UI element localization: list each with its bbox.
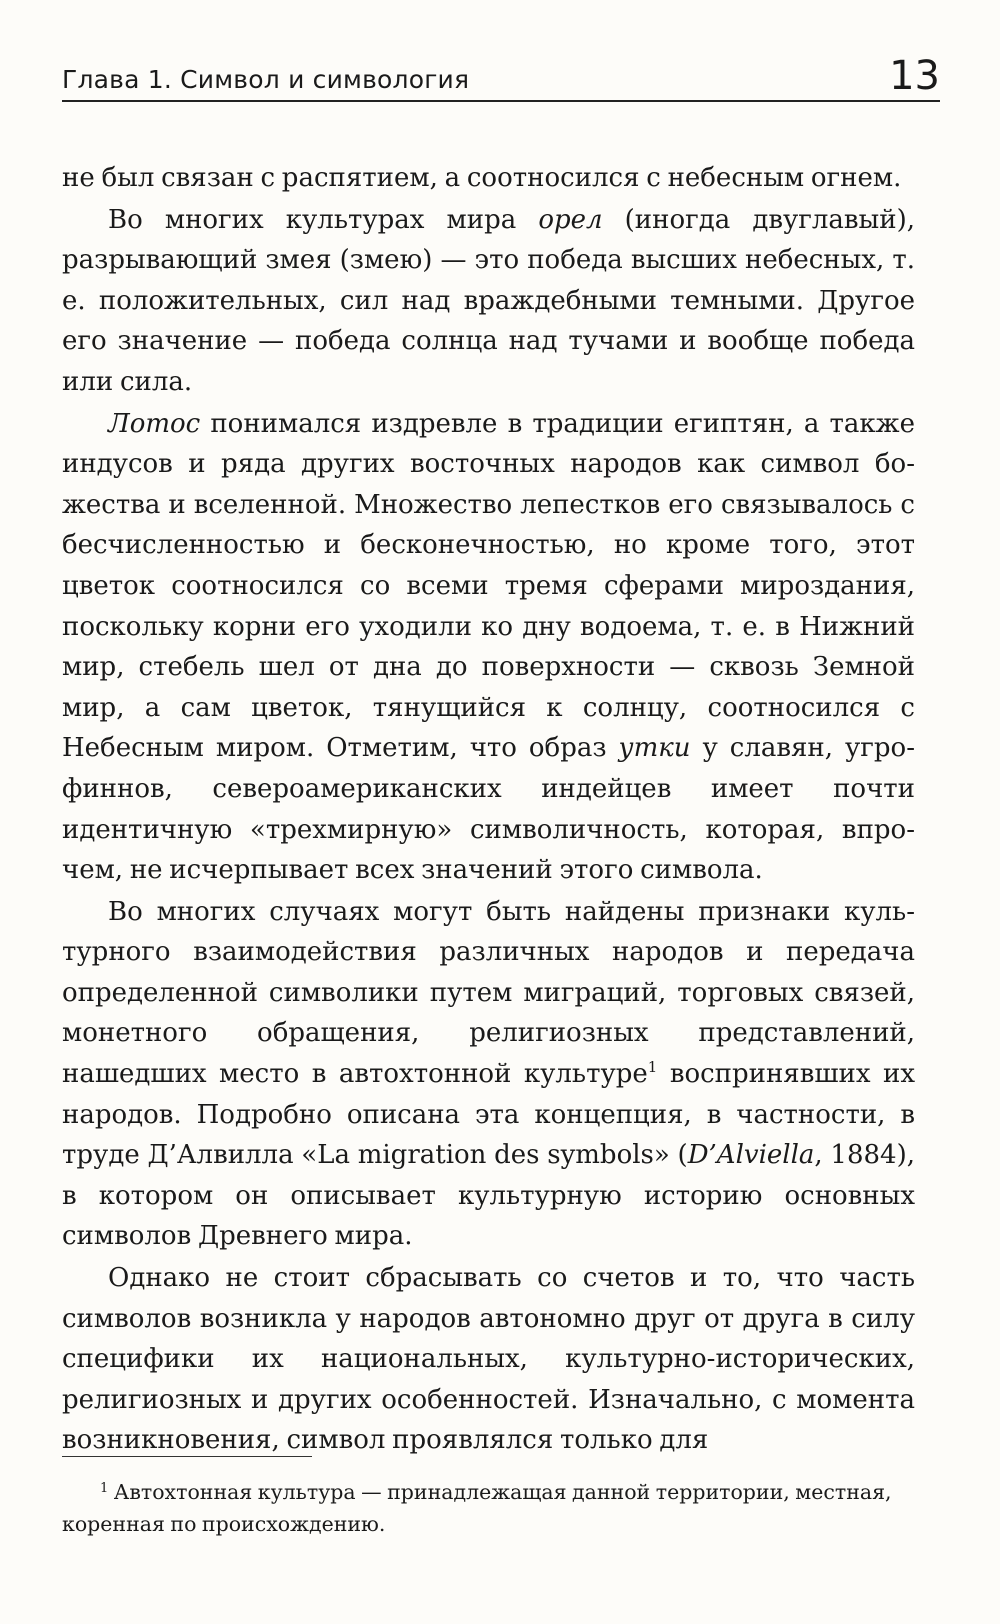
- paragraph-4-text-a: Во многих случаях могут быть найдены признаки культурного взаимодействия различных народов и передача определенной символики путем миграций, торговых связей, монетного обращения, религиозных представлений, нашедших место в автохтонной культуре: [62, 896, 915, 1090]
- footnote-divider: [62, 1456, 312, 1457]
- paragraph-1: [62, 158, 915, 199]
- paragraph-4-text-b: воспринявших их народов. Подробно описана эта концепция, в частности, в труде Д’Алвилла «La migration des symbols» (: [62, 1059, 915, 1171]
- paragraph-3: [62, 404, 915, 891]
- term-utki: утки: [618, 733, 691, 764]
- paragraph-3-text-b: у славян, угро-финнов, североамериканских индейцев имеет почти идентичную «трехмирную» символичность, которая, впрочем, не исчерпывает всех значений этого символа.: [62, 733, 915, 886]
- footnote-ref: 1: [647, 1058, 658, 1077]
- term-orel: орел: [538, 204, 603, 235]
- paragraph-5: [62, 1258, 915, 1461]
- page-number: 13: [889, 53, 940, 99]
- body-text: [62, 158, 915, 1461]
- paragraph-2-text-b: (иногда двуглавый), разрывающий змея (змею) — это победа высших небесных, т. е. положительных, сил над враждебными темными. Другое его значение — победа солнца над тучами и вообще победа или сила.: [62, 204, 915, 397]
- footnote-marker: 1: [100, 1481, 109, 1496]
- term-lotos: Лотос: [108, 408, 201, 439]
- paragraph-3-text-a: понимался издревле в традиции египтян, а также индусов и ряда других восточных народов как символ божества и вселенной. Множество лепестков его связывалось с бесчисленностью и бесконечностью, но кроме того, этот цветок соотносился со всеми тремя сферами мироздания, поскольку корни его уходили ко дну водоема, т. е. в Нижний мир, стебель шел от дна до поверхности — сквозь Земной мир, а сам цветок, тянущийся к солнцу, соотносился с Небесным миром. Отметим, что образ: [62, 408, 915, 764]
- paragraph-1-text: не был связан с распятием, а соотносился с небесным огнем.: [62, 163, 902, 193]
- paragraph-5-text: Однако не стоит сбрасывать со счетов и то, что часть символов возникла у народов автономно друг от друга в силу специфики их национальных, культурно-исторических, религиозных и других особенностей. Изначально, с момента возникновения, символ проявлялся только для: [62, 1263, 915, 1456]
- paragraph-2: [62, 200, 915, 403]
- running-head: [62, 53, 940, 102]
- chapter-title: Глава 1. Символ и симвология: [62, 65, 470, 94]
- paragraph-4: [62, 892, 915, 1257]
- paragraph-4-text-c: , 1884), в котором он описывает культурную историю основных символов Древнего мира.: [62, 1140, 915, 1252]
- footnote-text: Автохтонная культура — принадлежащая данной территории, местная, коренная по происхождению.: [62, 1480, 892, 1536]
- paragraph-2-text-a: Во многих культурах мира: [108, 204, 539, 235]
- footnote: [62, 1476, 902, 1540]
- author-name: D’Alviella: [687, 1140, 815, 1171]
